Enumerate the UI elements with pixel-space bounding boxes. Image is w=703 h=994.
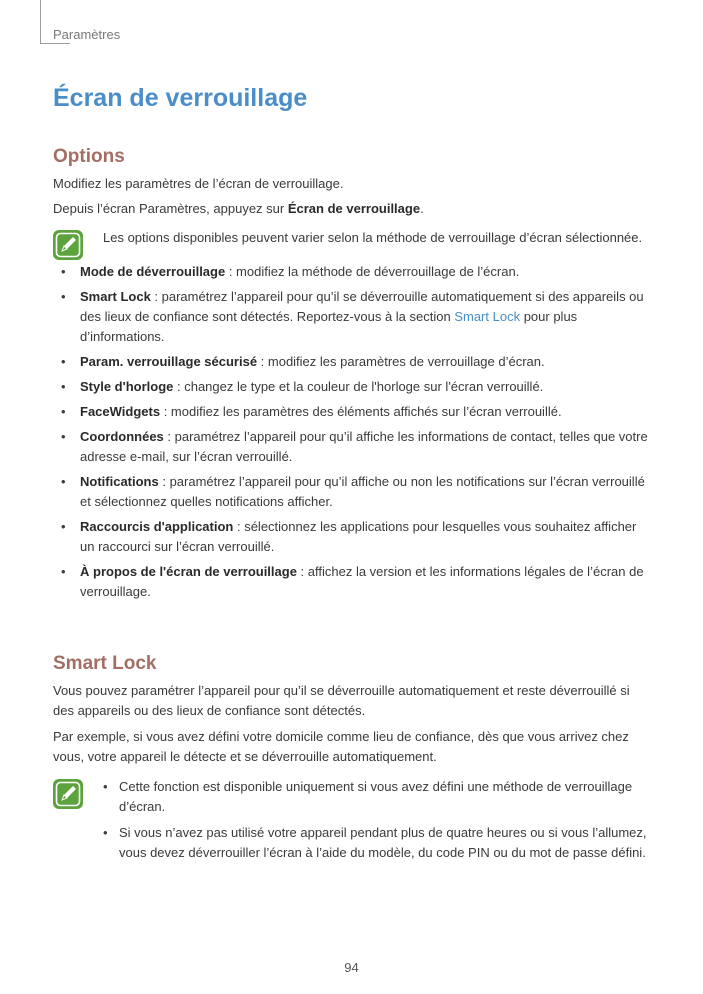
options-note-text: Les options disponibles peuvent varier selon la méthode de verrouillage d’écran sélectionnée. [103, 230, 643, 245]
list-item: • Cette fonction est disponible uniquement si vous avez défini une méthode de verrouillage d’écran. [103, 779, 633, 814]
page-title: Écran de verrouillage [53, 84, 308, 112]
options-path-suffix: . [420, 201, 424, 216]
breadcrumb: Paramètres [53, 27, 121, 42]
list-item: • Param. verrouillage sécurisé : modifiez les paramètres de verrouillage d’écran. [61, 354, 545, 369]
list-item: • Si vous n’avez pas utilisé votre appareil pendant plus de quatre heures ou si vous l’allumez, vous devez déverrouiller l’écran à l’aide du modèle, du code PIN ou du mot de passe défini. [103, 825, 647, 860]
item-label: Notifications [80, 474, 159, 489]
options-path [53, 199, 653, 219]
note-text: Cette fonction est disponible uniquement si vous avez défini une méthode de verrouillage d’écran. [119, 779, 633, 814]
smart-lock-notes [53, 777, 653, 863]
list-item: • Coordonnées : paramétrez l’appareil pour qu’il affiche les informations de contact, telles que votre adresse e-mail, sur l’écran verrouillé. [61, 429, 648, 464]
options-path-prefix: Depuis l’écran Paramètres, appuyez sur [53, 201, 288, 216]
item-label: Coordonnées [80, 429, 164, 444]
item-text: : paramétrez l’appareil pour qu’il affiche ou non les notifications sur l’écran verrouillé et sélectionnez quelles notifications afficher. [80, 474, 645, 509]
item-text: : modifiez les paramètres des éléments affichés sur l’écran verrouillé. [160, 404, 562, 419]
smart-lock-link[interactable]: Smart Lock [454, 309, 521, 324]
note-text: Si vous n’avez pas utilisé votre appareil pendant plus de quatre heures ou si vous l’allumez, vous devez déverrouiller l’écran à l’aide du modèle, du code PIN ou du mot de passe défini. [119, 825, 647, 860]
list-item: • Mode de déverrouillage : modifiez la méthode de déverrouillage de l’écran. [61, 264, 520, 279]
options-section [53, 146, 653, 602]
item-label: Mode de déverrouillage [80, 264, 226, 279]
item-label: Smart Lock [80, 289, 151, 304]
page-number: 94 [344, 960, 359, 975]
smart-lock-paragraph-1: Vous pouvez paramétrer l’appareil pour qu’il se déverrouille automatiquement et reste déverrouillé si des appareils ou des lieux de confiance sont détectés. [53, 683, 630, 718]
item-text: : paramétrez l’appareil pour qu’il affiche les informations de contact, telles que votre adresse e-mail, sur l’écran verrouillé. [80, 429, 648, 464]
note-pencil-icon [53, 230, 83, 260]
smart-lock-section [53, 653, 653, 863]
options-path-bold: Écran de verrouillage [287, 201, 421, 216]
list-item: • Style d'horloge : changez le type et la couleur de l'horloge sur l'écran verrouillé. [61, 379, 544, 394]
note-pencil-icon [53, 779, 83, 809]
item-text: : changez le type et la couleur de l'horloge sur l'écran verrouillé. [173, 379, 544, 394]
item-label: Raccourcis d'application [80, 519, 234, 534]
item-text: : sélectionnez les applications pour lesquelles vous souhaitez afficher un raccourci sur l’écran verrouillé. [80, 519, 637, 554]
options-note [53, 228, 653, 248]
list-item: • Notifications : paramétrez l’appareil pour qu’il affiche ou non les notifications sur l’écran verrouillé et sélectionnez quelles notifications afficher. [61, 474, 645, 509]
item-text: : modifiez les paramètres de verrouillage d’écran. [257, 354, 545, 369]
item-text: : modifiez la méthode de déverrouillage de l’écran. [225, 264, 520, 279]
options-list [53, 262, 653, 602]
list-item: • Smart Lock : paramétrez l’appareil pour qu’il se déverrouille automatiquement si des appareils ou des lieux de confiance sont détectés. Reportez-vous à la section Smart Lock pour plus d’informations. [61, 289, 644, 344]
list-item: • Raccourcis d'application : sélectionnez les applications pour lesquelles vous souhaitez afficher un raccourci sur l’écran verrouillé. [61, 519, 637, 554]
item-label: Style d'horloge [80, 379, 174, 394]
item-text: : affichez la version et les informations légales de l’écran de verrouillage. [80, 564, 644, 599]
smart-lock-note [53, 777, 653, 863]
list-item: • FaceWidgets : modifiez les paramètres des éléments affichés sur l’écran verrouillé. [61, 404, 562, 419]
list-item: • À propos de l'écran de verrouillage : affichez la version et les informations légales de l’écran de verrouillage. [61, 564, 644, 599]
options-heading: Options [53, 146, 125, 167]
item-label: Param. verrouillage sécurisé [80, 354, 258, 369]
smart-lock-paragraph-2: Par exemple, si vous avez défini votre domicile comme lieu de confiance, dès que vous arrivez chez vous, votre appareil le détecte et se déverrouille automatiquement. [53, 729, 629, 764]
item-label: FaceWidgets [80, 404, 161, 419]
corner-mark-horizontal [40, 43, 70, 44]
item-label: À propos de l'écran de verrouillage [80, 564, 297, 579]
corner-mark-vertical [40, 0, 41, 44]
smart-lock-heading: Smart Lock [53, 653, 157, 674]
item-text-after: pour plus d’informations. [80, 309, 578, 344]
options-intro: Modifiez les paramètres de l’écran de verrouillage. [53, 176, 344, 191]
item-text: : paramétrez l’appareil pour qu’il se déverrouille automatiquement si des appareils ou des lieux de confiance sont détectés. Reportez-vous à la section [80, 289, 644, 324]
